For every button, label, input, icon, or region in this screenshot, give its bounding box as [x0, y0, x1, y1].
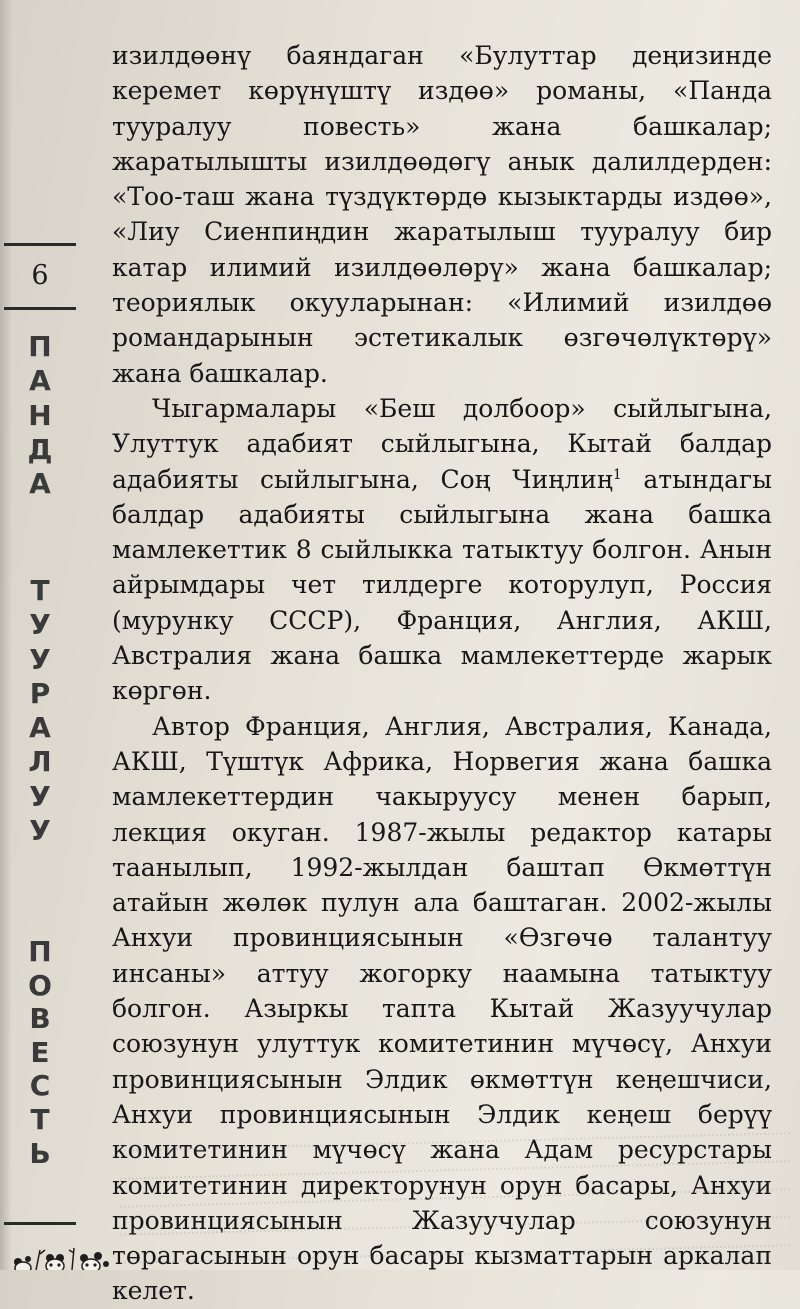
- running-title-letter: У: [29, 779, 51, 813]
- running-title-letter: Н: [28, 398, 52, 432]
- page-number: 6: [31, 260, 49, 291]
- running-title-letter: Ь: [29, 1136, 51, 1170]
- running-title-letter: С: [29, 1069, 51, 1103]
- margin-rule-middle: [4, 307, 76, 310]
- running-title-letter: У: [29, 642, 51, 676]
- running-title-letter: Л: [28, 745, 52, 779]
- running-title-letter: П: [28, 935, 52, 968]
- running-title-letter: А: [29, 711, 51, 745]
- running-title-word-2: [4, 574, 76, 848]
- panda-icon: [6, 1238, 116, 1270]
- paragraph-awards-text: Чыгармалары «Беш долбоор» сыйлыгына, Улуттук адабият сыйлыгына, Кытай балдар адабияты сыйлыгына, Соң Чиңлиң: [112, 393, 772, 494]
- running-title-letter: Т: [30, 1102, 50, 1136]
- paragraph-awards-text-continued: атындагы балдар адабияты сыйлыгына жана башка мамлекеттик 8 сыйлыкка татыктуу болгон. Анын айрымдары чет тилдерге которулуп, Россия (мурунку СССР), Франция, Англия, АКШ, Австралия жана башка мамлекеттерде жарык көргөн.: [112, 464, 772, 706]
- running-title-letter: У: [29, 608, 51, 642]
- running-title-letter: У: [29, 814, 51, 848]
- running-title-letter: В: [29, 1002, 51, 1036]
- running-title-letter: Р: [29, 676, 51, 710]
- running-title-letter: Е: [30, 1035, 50, 1069]
- paragraph-awards: [112, 391, 772, 709]
- running-title-letter: А: [29, 364, 51, 398]
- running-title-letter: О: [28, 968, 52, 1002]
- running-title-letter: П: [28, 330, 52, 363]
- running-title-word-3: [4, 935, 76, 1170]
- paragraph-works: изилдөөнү баяндаган «Булуттар деңизинде керемет көрүнүштү издөө» романы, «Панда тууралуу повесть» жана башкалар; жаратылышты изилдөөдөгү анык далилдерден: «Тоо-таш жана түздүктөрдө кызыктарды издөө», «Лиу Сиенпиңдин жаратылыш тууралуу бир катар илимий изилдөөлөрү» жана башкалар; теориялык окууларынан: «Илимий изилдөө романдарынын эстетикалык өзгөчөлүктөрү» жана башкалар.: [112, 41, 772, 388]
- footnote-marker: 1: [612, 466, 622, 483]
- running-title-letter: А: [29, 467, 51, 501]
- running-title-word-1: [4, 330, 76, 501]
- margin-rule-top: [4, 243, 76, 246]
- margin-rule-bottom: [4, 1222, 76, 1225]
- running-title-letter: Д: [27, 432, 53, 466]
- paragraph-career: Автор Франция, Англия, Австралия, Канада, АКШ, Түштүк Африка, Норвегия жана башка мамлекеттердин чакыруусу менен барып, лекция окуган. 1987-жылы редактор катары таанылып, 1992-жылдан баштап Өкмөттүн атайын жөлөк пулун ала баштаган. 2002-жылы Анхуи провинциясынын «Өзгөчө талантуу инсаны» аттуу жогорку наамына татыктуу болгон. Азыркы тапта Кытай Жазуучулар союзунун улуттук комитетинин мүчөсү, Анхуи провинциясынын Элдик өкмөттүн кеңешчиси, Анхуи провинциясынын Элдик кеңеш берүү комитетинин мүчөсү жана Адам ресурстары комитетинин директорунун орун басары, Анхуи провинциясынын Жазуучулар союзунун төрагасынын орун басары кызматтарын аркалап келет.: [112, 711, 772, 1306]
- show-through-text: [120, 1106, 790, 1264]
- running-title-letter: Т: [30, 574, 50, 607]
